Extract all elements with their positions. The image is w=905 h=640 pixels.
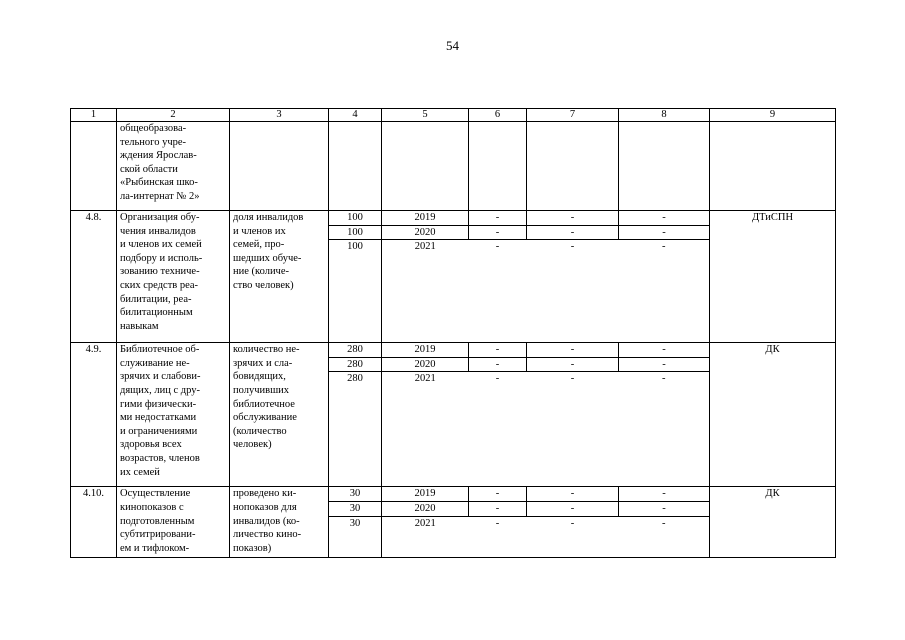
value-cell: - xyxy=(469,501,527,516)
value-cell: 100 xyxy=(329,211,382,226)
year-cell: 2020 xyxy=(382,357,469,372)
header-cell: 5 xyxy=(382,109,469,122)
value-cell: - xyxy=(619,487,710,502)
table-row xyxy=(71,487,836,502)
value-cell: - xyxy=(469,343,527,358)
value-cell: - xyxy=(619,240,710,343)
header-cell: 4 xyxy=(329,109,382,122)
value-cell: - xyxy=(527,487,619,502)
value-cell: - xyxy=(527,343,619,358)
value-cell: - xyxy=(469,357,527,372)
value-cell: - xyxy=(619,343,710,358)
value-cell: - xyxy=(527,211,619,226)
value-cell: - xyxy=(527,240,619,343)
value-cell: 100 xyxy=(329,225,382,240)
value-cell: - xyxy=(469,372,527,487)
indicator-name: проведено ки- нопоказов для инвалидов (ко- личество кино- показов) xyxy=(230,487,329,557)
year-cell: 2020 xyxy=(382,501,469,516)
year-cell: 2019 xyxy=(382,487,469,502)
value-cell: 280 xyxy=(329,357,382,372)
value-cell: - xyxy=(619,501,710,516)
value-cell: - xyxy=(469,240,527,343)
table-header-row xyxy=(71,109,836,122)
value-cell: - xyxy=(469,225,527,240)
row-number: 4.9. xyxy=(71,343,117,487)
year-cell: 2019 xyxy=(382,211,469,226)
header-cell: 1 xyxy=(71,109,117,122)
table-row xyxy=(71,343,836,358)
value-cell: - xyxy=(619,516,710,557)
value-cell: - xyxy=(619,211,710,226)
value-cell: - xyxy=(527,501,619,516)
value-cell: 100 xyxy=(329,240,382,343)
value-cell: - xyxy=(469,516,527,557)
header-cell: 3 xyxy=(230,109,329,122)
executor-cell: ДК xyxy=(710,343,836,487)
value-cell: 30 xyxy=(329,516,382,557)
value-cell: - xyxy=(619,225,710,240)
header-cell: 8 xyxy=(619,109,710,122)
value-cell: - xyxy=(469,211,527,226)
value-cell: 280 xyxy=(329,343,382,358)
row-number: 4.8. xyxy=(71,211,117,343)
value-cell: - xyxy=(619,357,710,372)
measure-name: общеобразова- тельного учре- ждения Ярослав- ской области «Рыбинская шко- ла-интернат № 2» xyxy=(117,122,230,211)
measure-name: Осуществление кинопоказов с подготовленным субтитрировани- ем и тифлоком- xyxy=(117,487,230,557)
value-cell: 280 xyxy=(329,372,382,487)
year-cell: 2020 xyxy=(382,225,469,240)
header-cell: 7 xyxy=(527,109,619,122)
value-cell: - xyxy=(619,372,710,487)
indicator-name: доля инвалидов и членов их семей, про- шедших обуче- ние (количе- ство человек) xyxy=(230,211,329,343)
header-cell: 2 xyxy=(117,109,230,122)
header-cell: 6 xyxy=(469,109,527,122)
value-cell: - xyxy=(527,225,619,240)
value-cell: - xyxy=(527,516,619,557)
year-cell: 2019 xyxy=(382,343,469,358)
measure-name: Библиотечное об- служивание не- зрячих и слабови- дящих, лиц с дру- гими физически- ми недостатками и ограничениями здоровья всех возрастов, членов их семей xyxy=(117,343,230,487)
value-cell: - xyxy=(469,487,527,502)
value-cell: 30 xyxy=(329,487,382,502)
table-row-continuation xyxy=(71,122,836,211)
measure-name: Организация обу- чения инвалидов и членов их семей подбору и исполь- зованию техниче- ских средств реа- билитации, реа- билитационным навыкам xyxy=(117,211,230,343)
row-number: 4.10. xyxy=(71,487,117,557)
year-cell: 2021 xyxy=(382,240,469,343)
executor-cell: ДТиСПН xyxy=(710,211,836,343)
value-cell: - xyxy=(527,372,619,487)
header-cell: 9 xyxy=(710,109,836,122)
executor-cell: ДК xyxy=(710,487,836,557)
value-cell: 30 xyxy=(329,501,382,516)
table-row xyxy=(71,211,836,226)
year-cell: 2021 xyxy=(382,372,469,487)
measures-table xyxy=(70,108,836,558)
page-number: 54 xyxy=(446,38,459,53)
indicator-name: количество не- зрячих и сла- бовидящих, получивших библиотечное обслуживание (количество человек) xyxy=(230,343,329,487)
year-cell: 2021 xyxy=(382,516,469,557)
value-cell: - xyxy=(527,357,619,372)
